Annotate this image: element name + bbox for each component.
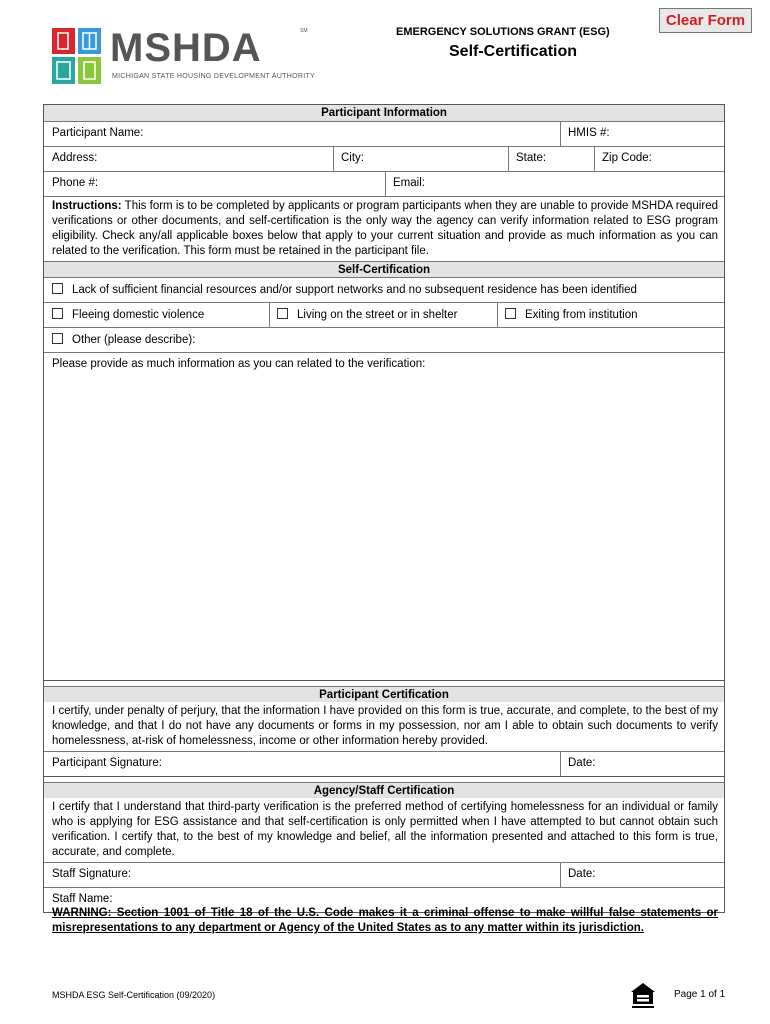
fleeing-dv-option[interactable] xyxy=(44,303,269,327)
hmis-label: HMIS #: xyxy=(568,127,610,139)
exiting-institution-label: Exiting from institution xyxy=(525,309,638,321)
option-row-3 xyxy=(44,327,724,352)
lack-of-resources-label: Lack of sufficient financial resources and/or support networks and no subsequent residence has been identified xyxy=(72,284,637,296)
mshda-logo-blocks-icon xyxy=(52,28,104,84)
zip-code-field[interactable] xyxy=(594,147,652,171)
living-on-street-label: Living on the street or in shelter xyxy=(297,309,458,321)
instructions-body: This form is to be completed by applicants or program participants when they are unable to provide MSHDA required verifications or other documents, and self-certification is the only way the agency can verify information related to ESG program eligibility. Check any/all applicable boxes below that apply to your current situation and provide as much information as you can related to the verification. This form must be retained in the participant file. xyxy=(52,200,718,257)
state-field[interactable] xyxy=(508,147,594,171)
staff-date-field[interactable] xyxy=(560,863,596,887)
city-field[interactable] xyxy=(333,147,508,171)
fleeing-dv-checkbox[interactable] xyxy=(52,308,63,319)
self-certification-heading: Self-Certification xyxy=(44,261,724,277)
participant-certification-text: I certify, under penalty of perjury, that the information I have provided on this form is true, accurate, and complete, to the best of my knowledge, and that I do not have any documents or forms in my possession, nor am I able to obtain such documents to verify homelessness, at-risk of homelessness, income or other information hereby provided. xyxy=(52,705,718,747)
logo-subtitle: MICHIGAN STATE HOUSING DEVELOPMENT AUTHORITY xyxy=(112,73,315,80)
email-label: Email: xyxy=(393,177,425,189)
staff-certification-heading: Agency/Staff Certification xyxy=(44,782,724,798)
page-number: Page 1 of 1 xyxy=(674,989,726,1000)
esg-form xyxy=(43,104,725,913)
other-option[interactable] xyxy=(44,328,195,352)
living-on-street-option[interactable] xyxy=(269,303,497,327)
hmis-field[interactable] xyxy=(560,122,610,146)
participant-name-field[interactable] xyxy=(44,122,560,146)
phone-field[interactable] xyxy=(44,172,385,196)
address-label: Address: xyxy=(52,152,98,164)
participant-date-field[interactable] xyxy=(560,752,596,776)
other-checkbox[interactable] xyxy=(52,333,63,344)
lack-of-resources-option[interactable] xyxy=(44,278,637,302)
staff-date-label: Date: xyxy=(568,868,596,880)
address-row xyxy=(44,146,724,171)
lack-of-resources-checkbox[interactable] xyxy=(52,283,63,294)
participant-name-label: Participant Name: xyxy=(52,127,144,139)
participant-signature-label: Participant Signature: xyxy=(52,757,162,769)
participant-certification-heading: Participant Certification xyxy=(44,686,724,702)
equal-housing-opportunity-icon xyxy=(630,982,656,1010)
option-row-2 xyxy=(44,302,724,327)
form-identifier: MSHDA ESG Self-Certification (09/2020) xyxy=(52,990,216,1000)
participant-name-row xyxy=(44,121,724,146)
participant-date-label: Date: xyxy=(568,757,596,769)
fleeing-dv-label: Fleeing domestic violence xyxy=(72,309,205,321)
phone-label: Phone #: xyxy=(52,177,99,189)
address-field[interactable] xyxy=(44,147,333,171)
state-label: State: xyxy=(516,152,547,164)
instructions-text xyxy=(44,196,724,261)
perjury-warning: WARNING: Section 1001 of Title 18 of the U.S. Code makes it a criminal offense to make willful false statements or misrepresentations to any department or Agency of the United States as to any matter within its jurisdiction. xyxy=(52,907,718,934)
staff-name-label: Staff Name: xyxy=(52,893,113,905)
logo-wordmark: MSHDA xyxy=(110,26,262,70)
exiting-institution-option[interactable] xyxy=(497,303,638,327)
participant-signature-row xyxy=(44,751,724,776)
logo-service-mark: SM xyxy=(300,28,308,34)
exiting-institution-checkbox[interactable] xyxy=(505,308,516,319)
participant-signature-field[interactable] xyxy=(44,752,560,776)
option-row-1 xyxy=(44,277,724,302)
form-program-title: EMERGENCY SOLUTIONS GRANT (ESG) xyxy=(396,26,610,38)
other-label: Other (please describe): xyxy=(72,334,196,346)
staff-signature-label: Staff Signature: xyxy=(52,868,132,880)
form-title: Self-Certification xyxy=(449,43,578,60)
phone-row xyxy=(44,171,724,196)
zip-code-label: Zip Code: xyxy=(602,152,652,164)
mshda-logo xyxy=(52,26,315,86)
verification-description-label: Please provide as much information as you can related to the verification: xyxy=(52,358,426,370)
email-field[interactable] xyxy=(385,172,425,196)
living-on-street-checkbox[interactable] xyxy=(277,308,288,319)
verification-description-field[interactable] xyxy=(44,352,724,680)
instructions-label: Instructions: xyxy=(52,200,122,212)
staff-signature-row xyxy=(44,862,724,887)
participant-info-heading: Participant Information xyxy=(44,105,724,121)
staff-certification-text: I certify that I understand that third-party verification is the preferred method of certifying homelessness for an individual or family who is applying for ESG assistance and that self-certification is only permitted when I have attempted to but cannot obtain such verification. I certify that, to the best of my knowledge and belief, all the information presented and attached to this form is true, accurate, and complete. xyxy=(52,801,718,858)
city-label: City: xyxy=(341,152,364,164)
staff-signature-field[interactable] xyxy=(44,863,560,887)
clear-form-button[interactable]: Clear Form xyxy=(659,8,752,33)
